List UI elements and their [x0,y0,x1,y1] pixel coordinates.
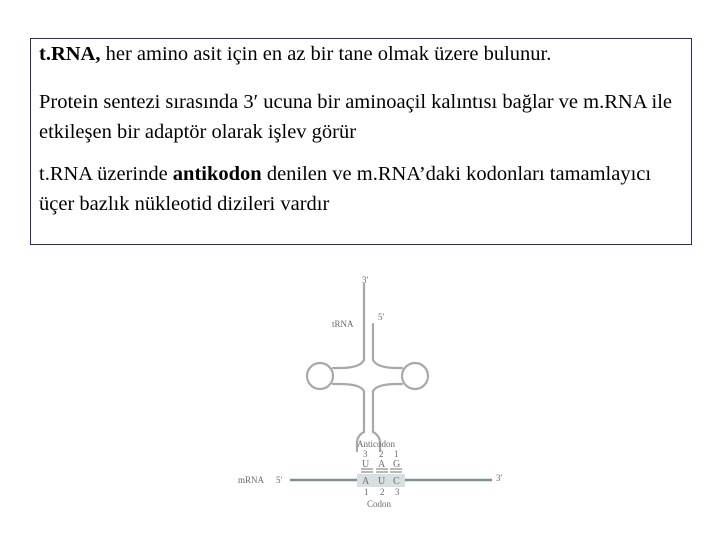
anticodon-term: antikodon [172,163,262,185]
codon-position-2: 2 [380,487,385,497]
trna-molecule [307,284,428,451]
codon-base-1: A [362,476,370,487]
codon-position-3: 3 [395,487,400,497]
anticodon-position-1: 3 [363,449,368,459]
anticodon-position-3: 1 [394,449,399,459]
paragraph-3-end: denilen ve m.RNA’daki kodonları tamamlayıcı üçer bazlık nükleotid dizileri vardır [39,163,652,215]
codon-position-1: 1 [364,487,369,497]
codon-base-2: U [378,476,386,487]
paragraph-3-start: t.RNA üzerinde [39,163,173,185]
trna-term: t.RNA, [39,43,101,65]
paragraph-1-text: her amino asit için en az bir tane olmak üzere bulunur. [100,43,552,65]
paragraph-2: Protein sentezi sırasında 3′ ucuna bir aminoaçil kalıntısı bağlar ve m.RNA ile etkileşen bir adaptör olarak işlev görür [39,91,672,143]
trna-5prime-label: 5′ [378,312,385,322]
mrna-3prime-label: 3′ [496,473,503,483]
codon-base-3: C [393,476,400,487]
anticodon-base-2: A [378,459,386,470]
mrna-label: mRNA [238,475,265,485]
codon-label: Codon [367,499,392,509]
mrna-5prime-label: 5′ [276,475,283,485]
trna-3prime-label: 3′ [362,275,369,285]
trna-label: tRNA [332,319,354,329]
anticodon-base-3: G [393,459,401,470]
anticodon-base-1: U [362,459,370,470]
anticodon-position-2: 2 [379,449,384,459]
anticodon-label: Anticodon [357,439,395,449]
